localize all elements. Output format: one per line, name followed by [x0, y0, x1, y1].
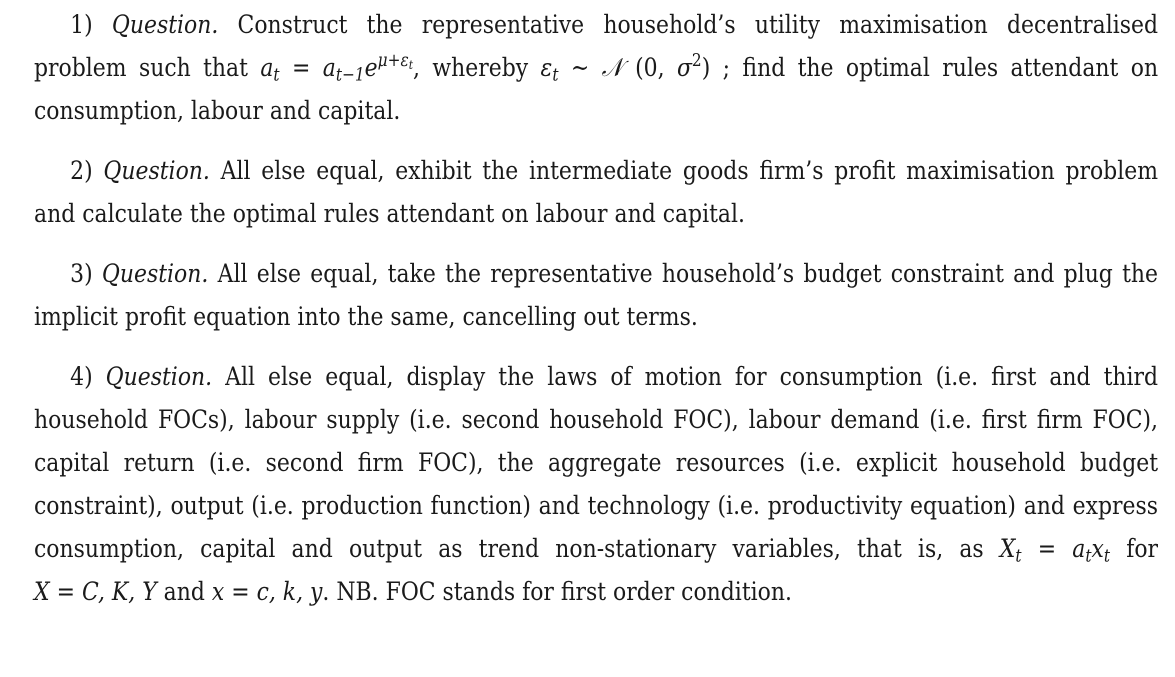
question-4-number: 4) [70, 362, 93, 392]
question-4-text-c: and [163, 577, 205, 607]
trend-equation: $X_t = a_tx_t$ [999, 534, 1111, 567]
shock-distribution-equation: $\varepsilon_t$ ∼ 𝒩 (0, $\sigma^2$) [540, 50, 711, 86]
question-2 [34, 150, 1158, 236]
question-4 [34, 356, 1158, 614]
question-2-label: Question. [103, 156, 210, 186]
question-3 [34, 253, 1158, 339]
question-2-number: 2) [70, 156, 93, 186]
question-3-label: Question. [101, 259, 209, 289]
question-1-text-a: Construct the representative household’s utility maximisation decentralised problem such that [34, 10, 1159, 83]
question-4-text-a: All else equal, display the laws of motion for consumption (i.e. first and third household FOCs), labour supply (i.e. second household FOC), labour demand (i.e. first firm FOC), capital return (i.e. second firm FOC), the aggregate resources (i.e. explicit household budget constraint), output (i.e. production function) and technology (i.e. productivity equation) and express consumption, capital and output as trend non-stationary variables, that is, as [34, 362, 1159, 564]
question-1-text-b: , whereby [413, 53, 529, 83]
question-3-text: All else equal, take the representative household’s budget constraint and plug the implicit profit equation into the same, cancelling out terms. [34, 259, 1159, 332]
question-2-text: All else equal, exhibit the intermediate goods firm’s profit maximisation problem and calculate the optimal rules attendant on labour and capital. [34, 156, 1159, 229]
question-3-number: 3) [70, 259, 93, 289]
question-4-text-b: for [1126, 534, 1159, 564]
question-1-number: 1) [70, 10, 93, 40]
question-1-label: Question. [111, 10, 219, 40]
question-4-label: Question. [105, 362, 213, 392]
lowercase-variables: x = c, k, y [211, 577, 323, 607]
uppercase-variables: X = C, K, Y [34, 577, 157, 607]
technology-process-equation: $a_t = a_{t-1}e^{\mu+\varepsilon_t}$ [260, 50, 414, 86]
question-1 [34, 4, 1158, 133]
question-1-text-c: ; find the optimal rules attendant on consumption, labour and capital. [34, 53, 1159, 126]
question-4-text-d: . NB. FOC stands for first order condition. [322, 577, 792, 607]
